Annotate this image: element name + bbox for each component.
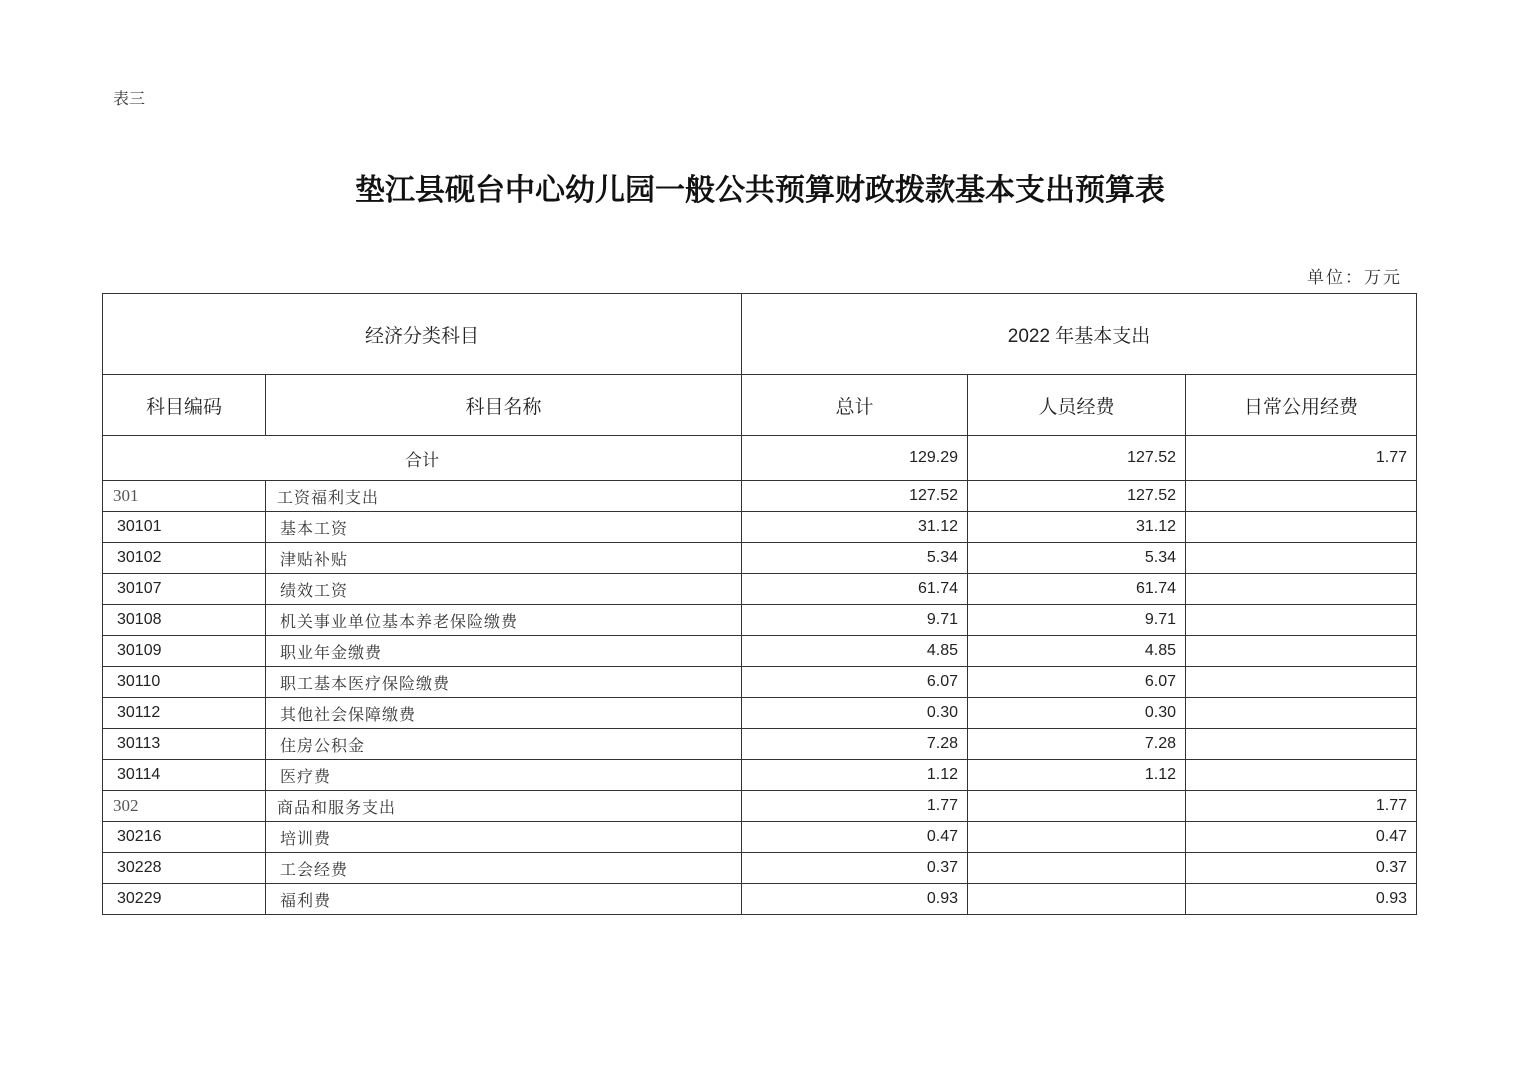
row-name: 职业年金缴费 [266, 636, 742, 667]
row-total: 0.30 [742, 698, 968, 729]
row-total: 7.28 [742, 729, 968, 760]
table-row [103, 729, 1417, 760]
row-total: 127.52 [742, 481, 968, 512]
header-name: 科目名称 [266, 375, 742, 436]
row-code: 30101 [103, 512, 266, 543]
row-name: 职工基本医疗保险缴费 [266, 667, 742, 698]
row-public: 0.37 [1186, 853, 1417, 884]
header-row-2 [103, 375, 1417, 436]
row-name: 医疗费 [266, 760, 742, 791]
table-row [103, 605, 1417, 636]
row-name: 其他社会保障缴费 [266, 698, 742, 729]
row-personnel [968, 822, 1186, 853]
table-row [103, 636, 1417, 667]
row-total: 6.07 [742, 667, 968, 698]
row-code: 30114 [103, 760, 266, 791]
row-total: 1.77 [742, 791, 968, 822]
row-name: 工资福利支出 [266, 481, 742, 512]
table-row [103, 543, 1417, 574]
row-name: 住房公积金 [266, 729, 742, 760]
row-code: 30112 [103, 698, 266, 729]
row-total: 0.37 [742, 853, 968, 884]
row-public [1186, 667, 1417, 698]
header-personnel: 人员经费 [968, 375, 1186, 436]
row-total: 1.12 [742, 760, 968, 791]
header-code: 科目编码 [103, 375, 266, 436]
summary-total: 129.29 [742, 436, 968, 481]
row-code: 30107 [103, 574, 266, 605]
budget-table-body [103, 294, 1417, 915]
table-row [103, 760, 1417, 791]
table-row [103, 791, 1417, 822]
row-code: 30102 [103, 543, 266, 574]
row-code: 30108 [103, 605, 266, 636]
table-row [103, 853, 1417, 884]
row-code: 302 [103, 791, 266, 822]
row-name: 培训费 [266, 822, 742, 853]
row-code: 30216 [103, 822, 266, 853]
row-total: 61.74 [742, 574, 968, 605]
row-personnel: 5.34 [968, 543, 1186, 574]
row-code: 30109 [103, 636, 266, 667]
row-public: 1.77 [1186, 791, 1417, 822]
row-code: 30110 [103, 667, 266, 698]
row-total: 5.34 [742, 543, 968, 574]
table-row [103, 822, 1417, 853]
row-public [1186, 636, 1417, 667]
table-row [103, 481, 1417, 512]
row-total: 4.85 [742, 636, 968, 667]
header-total: 总计 [742, 375, 968, 436]
header-year-expense: 2022 年基本支出 [742, 294, 1417, 375]
row-total: 31.12 [742, 512, 968, 543]
row-personnel: 4.85 [968, 636, 1186, 667]
row-name: 基本工资 [266, 512, 742, 543]
document-label: 表三 [113, 89, 146, 108]
row-public: 0.93 [1186, 884, 1417, 915]
row-code: 301 [103, 481, 266, 512]
row-public [1186, 729, 1417, 760]
row-name: 商品和服务支出 [266, 791, 742, 822]
summary-label: 合计 [103, 436, 742, 481]
row-code: 30228 [103, 853, 266, 884]
row-public [1186, 481, 1417, 512]
row-name: 绩效工资 [266, 574, 742, 605]
row-public [1186, 605, 1417, 636]
row-name: 福利费 [266, 884, 742, 915]
row-personnel: 127.52 [968, 481, 1186, 512]
page-title: 垫江县砚台中心幼儿园一般公共预算财政拨款基本支出预算表 [355, 173, 1165, 208]
table-row [103, 698, 1417, 729]
row-total: 9.71 [742, 605, 968, 636]
row-personnel: 7.28 [968, 729, 1186, 760]
table-row [103, 574, 1417, 605]
unit-label: 单位：万元 [1307, 268, 1402, 288]
row-public: 0.47 [1186, 822, 1417, 853]
row-personnel [968, 791, 1186, 822]
row-name: 机关事业单位基本养老保险缴费 [266, 605, 742, 636]
header-public: 日常公用经费 [1186, 375, 1417, 436]
row-personnel: 0.30 [968, 698, 1186, 729]
budget-table [102, 293, 1417, 915]
row-personnel: 1.12 [968, 760, 1186, 791]
table-row [103, 667, 1417, 698]
row-personnel: 9.71 [968, 605, 1186, 636]
row-personnel [968, 853, 1186, 884]
row-public [1186, 512, 1417, 543]
summary-public: 1.77 [1186, 436, 1417, 481]
row-total: 0.93 [742, 884, 968, 915]
row-personnel: 61.74 [968, 574, 1186, 605]
row-public [1186, 543, 1417, 574]
row-public [1186, 698, 1417, 729]
header-row-1 [103, 294, 1417, 375]
row-code: 30113 [103, 729, 266, 760]
row-personnel: 6.07 [968, 667, 1186, 698]
header-category: 经济分类科目 [103, 294, 742, 375]
row-personnel: 31.12 [968, 512, 1186, 543]
summary-personnel: 127.52 [968, 436, 1186, 481]
row-total: 0.47 [742, 822, 968, 853]
table-row [103, 884, 1417, 915]
row-name: 津贴补贴 [266, 543, 742, 574]
row-code: 30229 [103, 884, 266, 915]
summary-row [103, 436, 1417, 481]
table-row [103, 512, 1417, 543]
row-public [1186, 574, 1417, 605]
row-personnel [968, 884, 1186, 915]
row-public [1186, 760, 1417, 791]
row-name: 工会经费 [266, 853, 742, 884]
